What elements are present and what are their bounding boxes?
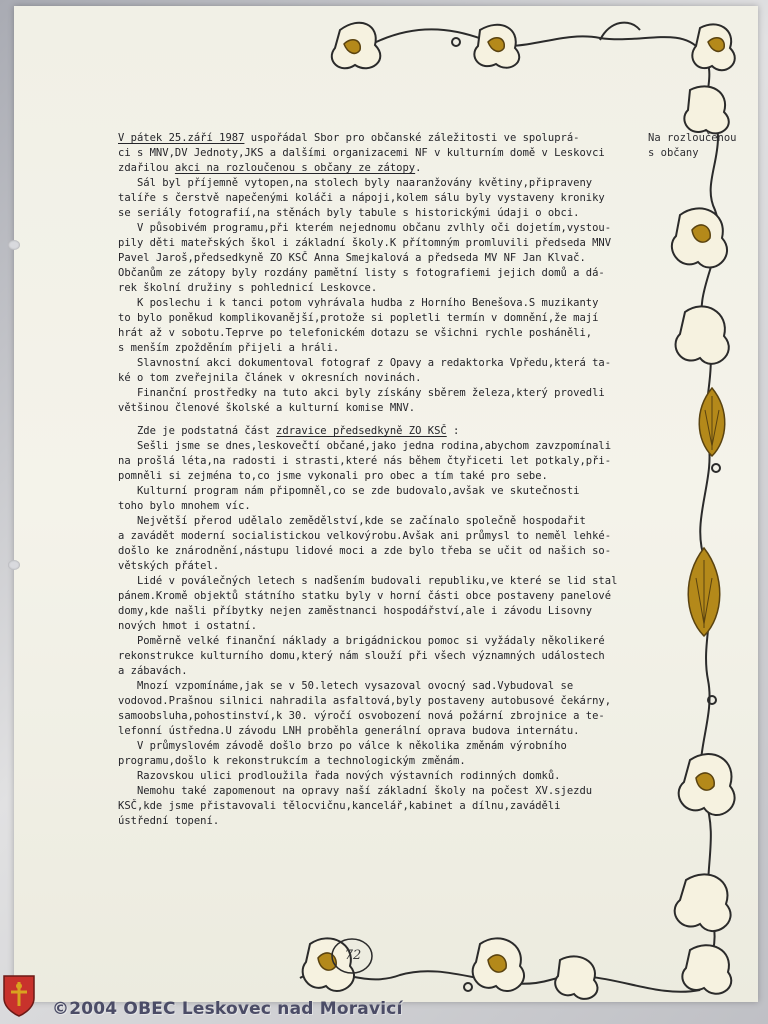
text-line xyxy=(118,424,648,439)
text-line: Razovskou ulici prodloužila řada nových výstavních rodinných domků. xyxy=(118,770,561,782)
paragraph xyxy=(118,514,648,574)
text-line: Lidé v poválečných letech s nadšením budovali republiku,ve které se lid stal xyxy=(118,575,618,587)
paragraph xyxy=(118,769,648,784)
text-line: Slavnostní akci dokumentoval fotograf z Opavy a redaktorka Vpředu,která ta- xyxy=(118,357,612,369)
text-line: na prošlá léta,na radosti i strasti,které nás během čtyřiceti let potkaly,při- xyxy=(118,455,612,467)
text-line: V průmyslovém závodě došlo brzo po válce k několika změnám výrobního xyxy=(118,740,567,752)
text-line: Občanům ze zátopy byly rozdány pamětní listy s fotografiemi jejich domů a dá- xyxy=(118,267,605,279)
text-line: ústřední topení. xyxy=(118,815,220,827)
village-crest-icon xyxy=(2,974,36,1018)
paragraph xyxy=(118,176,648,221)
text-segment: . xyxy=(415,162,422,174)
text-line: Největší přerod udělalo zemědělství,kde se začínalo společně hospodařit xyxy=(118,515,586,527)
paragraph xyxy=(118,784,648,829)
document-body xyxy=(118,131,648,829)
text-line: větských přátel. xyxy=(118,560,220,572)
text-segment: Zde je podstatná část xyxy=(118,425,277,437)
text-line xyxy=(118,161,648,176)
text-line: Mnozí vzpomínáme,jak se v 50.letech vysazoval ovocný sad.Vybudoval se xyxy=(118,680,574,692)
text-line: lefonní ústředna.U závodu LNH proběhla generální oprava budova internátu. xyxy=(118,725,580,737)
text-line: Poměrně velké finanční náklady a brigádnickou pomoc si vyžádaly několikeré xyxy=(118,635,605,647)
text-line: Sešli jsme se dnes,leskovečtí občané,jako jedna rodina,abychom zavzpomínali xyxy=(118,440,612,452)
text-line: KSČ,kde jsme přistavovali tělocvičnu,kancelář,kabinet a dílnu,zaváděli xyxy=(118,800,561,812)
text-line: toho bylo mnohem víc. xyxy=(118,500,251,512)
paragraph xyxy=(118,439,648,484)
paragraph xyxy=(118,424,648,439)
text-line: a zábavách. xyxy=(118,665,188,677)
text-line: Sál byl příjemně vytopen,na stolech byly naaranžovány květiny,připraveny xyxy=(118,177,593,189)
footer-bar xyxy=(0,996,768,1024)
paragraph xyxy=(118,131,648,176)
paragraph xyxy=(118,221,648,296)
paragraph xyxy=(118,679,648,739)
text-line: to bylo poněkud komplikovanější,protože si popletli termín v domnění,že mají xyxy=(118,312,599,324)
text-line: hrát až v sobotu.Teprve po telefonickém dotazu se všichni rychle posháněli, xyxy=(118,327,593,339)
text-line: pánem.Kromě objektů státního statku byly v horní části obce postaveny panelové xyxy=(118,590,612,602)
text-line: většinou členové školské a kulturní komise MNV. xyxy=(118,402,416,414)
paragraph xyxy=(118,386,648,416)
text-line: Nemohu také zapomenout na opravy naší základní školy na počest XV.sjezdu xyxy=(118,785,593,797)
text-line: K poslechu i k tanci potom vyhrávala hudba z Horního Benešova.S muzikanty xyxy=(118,297,599,309)
text-segment: : xyxy=(446,425,460,437)
text-line: programu,došlo k rekonstrukcím a technologickým změnám. xyxy=(118,755,466,767)
text-line: Kulturní program nám připomněl,co se zde budovalo,avšak ve skutečnosti xyxy=(118,485,580,497)
text-line: Pavel Jaroš,předsedkyně ZO KSČ Anna Smejkalová a předseda MV NF Jan Klvač. xyxy=(118,252,586,264)
text-segment: uspořádal Sbor pro občanské záležitosti ve spoluprá- xyxy=(244,132,580,144)
paragraph xyxy=(118,484,648,514)
underlined-text: zdravice předsedkyně ZO KSČ xyxy=(276,425,447,437)
text-line: talíře s čerstvě napečenými koláči a nápoji,kolem sálu byly vystaveny kroniky xyxy=(118,192,605,204)
text-line xyxy=(118,131,648,146)
paragraph xyxy=(118,634,648,679)
text-line: s menším zpožděním přijeli a hráli. xyxy=(118,342,340,354)
paragraph xyxy=(118,574,648,634)
underlined-text: akci na rozloučenou s občany ze zátopy xyxy=(174,162,416,174)
footer-copyright: ©2004 OBEC Leskovec nad Moravicí xyxy=(52,999,403,1019)
text-line: ci s MNV,DV Jednoty,JKS a dalšími organizacemi NF v kulturním domě v Leskovci xyxy=(118,147,605,159)
text-line: domy,kde našli příbytky nejen zaměstnanci hospodářství,ale i závodu Lisovny xyxy=(118,605,593,617)
paragraph xyxy=(118,296,648,356)
page-number: 72 xyxy=(344,948,362,963)
text-line: a zavádět moderní socialistickou velkovýrobu.Avšak ani průmysl to neměl lehké- xyxy=(118,530,612,542)
text-line: samoobsluha,pohostinství,k 30. výročí osvobození nová požární zbrojnice a te- xyxy=(118,710,605,722)
text-line: pily děti mateřských škol i základní školy.K přítomným promluvili předseda MNV xyxy=(118,237,612,249)
text-segment: zdařilou xyxy=(118,162,175,174)
text-line: nových hmot i ostatní. xyxy=(118,620,258,632)
paragraph xyxy=(118,356,648,386)
text-line: Finanční prostředky na tuto akci byly získány sběrem železa,který provedli xyxy=(118,387,605,399)
text-line: pomněli si zejména to,co jsme vykonali pro obec a tím také pro sebe. xyxy=(118,470,548,482)
paragraph xyxy=(118,739,648,769)
text-line: rekonstrukce kulturního domu,který nám slouží při všech významných událostech xyxy=(118,650,605,662)
text-line: se seriály fotografií,na stěnách byly tabule s historickými údaji o obci. xyxy=(118,207,580,219)
underlined-text: V pátek 25.září 1987 xyxy=(118,132,245,144)
text-line: ké o tom zveřejnila článek v okresních novinách. xyxy=(118,372,422,384)
text-line: došlo ke znárodnění,nástupu lidové moci a zde bylo třeba se učit od našich so- xyxy=(118,545,612,557)
text-line: vodovod.Prašnou silnici nahradila asfaltová,byly postaveny autobusové čekárny, xyxy=(118,695,612,707)
margin-note: Na rozloučenou s občany xyxy=(648,132,737,159)
text-line: rek školní družiny s pohlednicí Leskovce. xyxy=(118,282,378,294)
text-line: V působivém programu,při kterém nejednomu občanu zvlhly oči dojetím,vystou- xyxy=(118,222,612,234)
